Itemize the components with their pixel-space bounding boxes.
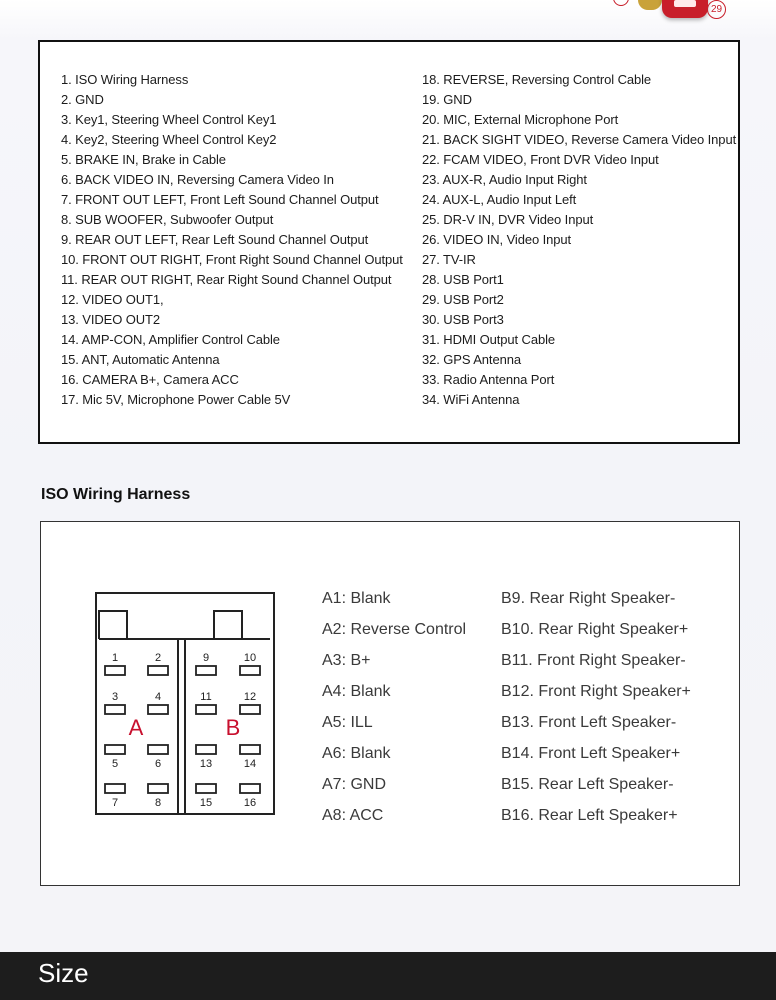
iso-wiring-heading: ISO Wiring Harness <box>41 486 191 503</box>
pin-number: 11 <box>200 691 212 703</box>
pin-number: 9 <box>202 652 210 664</box>
legend-item: 8. SUB WOOFER, Subwoofer Output <box>61 212 274 227</box>
a-pin-item: A5: ILL <box>322 714 373 731</box>
a-pin-item: A8: ACC <box>322 807 384 824</box>
pin-number: 7 <box>111 797 119 809</box>
pin-slot <box>240 666 260 675</box>
iso-diagram-box <box>40 521 740 886</box>
pin-number: 16 <box>243 797 257 809</box>
pin-number: 13 <box>199 758 213 770</box>
pin-slot <box>105 784 125 793</box>
pin-slot <box>240 784 260 793</box>
legend-item: 26. VIDEO IN, Video Input <box>422 232 572 247</box>
legend-item: 13. VIDEO OUT2 <box>61 312 161 327</box>
pin-number: 3 <box>111 691 119 703</box>
size-heading: Size <box>38 958 89 988</box>
pin-slot <box>105 666 125 675</box>
legend-item: 34. WiFi Antenna <box>422 392 520 407</box>
pin-slot <box>105 705 125 714</box>
legend-item: 3. Key1, Steering Wheel Control Key1 <box>61 112 277 127</box>
legend-item: 20. MIC, External Microphone Port <box>422 112 619 127</box>
size-section-bar <box>0 952 776 1000</box>
b-pin-item: B15. Rear Left Speaker- <box>501 776 674 793</box>
usb-connector-image <box>662 0 708 18</box>
a-pin-item: A6: Blank <box>322 745 391 762</box>
pin-number: 14 <box>243 758 257 770</box>
key-notch-a <box>99 611 127 639</box>
legend-item: 29. USB Port2 <box>422 292 504 307</box>
legend-item: 11. REAR OUT RIGHT, Rear Right Sound Channel Output <box>61 272 392 287</box>
legend-item: 23. AUX-R, Audio Input Right <box>422 172 587 187</box>
b-pin-list <box>501 588 691 836</box>
pin-number: 10 <box>243 652 257 664</box>
iso-connector-diagram <box>94 591 276 817</box>
legend-item: 27. TV-IR <box>422 252 476 267</box>
legend-item: 24. AUX-L, Audio Input Left <box>422 192 577 207</box>
legend-item: 28. USB Port1 <box>422 272 504 287</box>
legend-item: 15. ANT, Automatic Antenna <box>61 352 220 367</box>
b-pin-item: B13. Front Left Speaker- <box>501 714 677 731</box>
b-pin-item: B14. Front Left Speaker+ <box>501 745 681 762</box>
legend-item: 25. DR-V IN, DVR Video Input <box>422 212 594 227</box>
legend-item: 4. Key2, Steering Wheel Control Key2 <box>61 132 277 147</box>
a-pin-item: A3: B+ <box>322 652 371 669</box>
pin-slot <box>105 745 125 754</box>
b-pin-item: B12. Front Right Speaker+ <box>501 683 691 700</box>
pin-slot <box>196 705 216 714</box>
pin-number: 8 <box>154 797 162 809</box>
pin-slot <box>148 705 168 714</box>
legend-item: 6. BACK VIDEO IN, Reversing Camera Video In <box>61 172 334 187</box>
legend-item: 31. HDMI Output Cable <box>422 332 556 347</box>
b-pin-item: B11. Front Right Speaker- <box>501 652 686 669</box>
pin-number: 15 <box>199 797 213 809</box>
legend-item: 9. REAR OUT LEFT, Rear Left Sound Channel Output <box>61 232 369 247</box>
b-pin-item: B16. Rear Left Speaker+ <box>501 807 678 824</box>
legend-item: 12. VIDEO OUT1, <box>61 292 164 307</box>
legend-item: 21. BACK SIGHT VIDEO, Reverse Camera Video Input <box>422 132 737 147</box>
pin-number: 6 <box>154 758 162 770</box>
pin-slot <box>240 745 260 754</box>
legend-item: 16. CAMERA B+, Camera ACC <box>61 372 239 387</box>
legend-item: 14. AMP-CON, Amplifier Control Cable <box>61 332 280 347</box>
pin-slot <box>148 666 168 675</box>
legend-item: 30. USB Port3 <box>422 312 504 327</box>
block-a-label: A <box>128 715 144 740</box>
pin-slot <box>240 705 260 714</box>
pin-number: 1 <box>111 652 119 664</box>
pin-slot <box>196 745 216 754</box>
legend-item: 33. Radio Antenna Port <box>422 372 555 387</box>
a-pin-item: A1: Blank <box>322 590 391 607</box>
legend-item: 32. GPS Antenna <box>422 352 521 367</box>
key-notch-b <box>214 611 242 639</box>
a-pin-item: A7: GND <box>322 776 387 793</box>
pin-number: 5 <box>111 758 119 770</box>
pin-slot <box>196 666 216 675</box>
a-pin-item: A4: Blank <box>322 683 391 700</box>
legend-item: 18. REVERSE, Reversing Control Cable <box>422 72 652 87</box>
legend-item: 7. FRONT OUT LEFT, Front Left Sound Channel Output <box>61 192 379 207</box>
pin-slot <box>196 784 216 793</box>
a-pin-list <box>322 588 466 836</box>
b-pin-item: B10. Rear Right Speaker+ <box>501 621 689 638</box>
pin-slot <box>148 745 168 754</box>
legend-item: 5. BRAKE IN, Brake in Cable <box>61 152 226 167</box>
legend-item: 19. GND <box>422 92 472 107</box>
legend-item: 22. FCAM VIDEO, Front DVR Video Input <box>422 152 659 167</box>
block-b-label: B <box>225 715 241 740</box>
legend-item: 10. FRONT OUT RIGHT, Front Right Sound Channel Output <box>61 252 403 267</box>
legend-item: 1. ISO Wiring Harness <box>61 72 189 87</box>
cable-legend-box <box>38 40 740 444</box>
legend-left-column <box>61 70 403 410</box>
legend-item: 2. GND <box>61 92 104 107</box>
b-pin-item: B9. Rear Right Speaker- <box>501 590 676 607</box>
legend-right-column <box>422 70 736 410</box>
pin-number: 4 <box>154 691 162 703</box>
legend-item: 17. Mic 5V, Microphone Power Cable 5V <box>61 392 291 407</box>
callout-number: 29 <box>707 0 726 19</box>
pin-slot <box>148 784 168 793</box>
a-pin-item: A2: Reverse Control <box>322 621 467 638</box>
pin-number: 12 <box>243 691 257 703</box>
pin-number: 2 <box>154 652 162 664</box>
